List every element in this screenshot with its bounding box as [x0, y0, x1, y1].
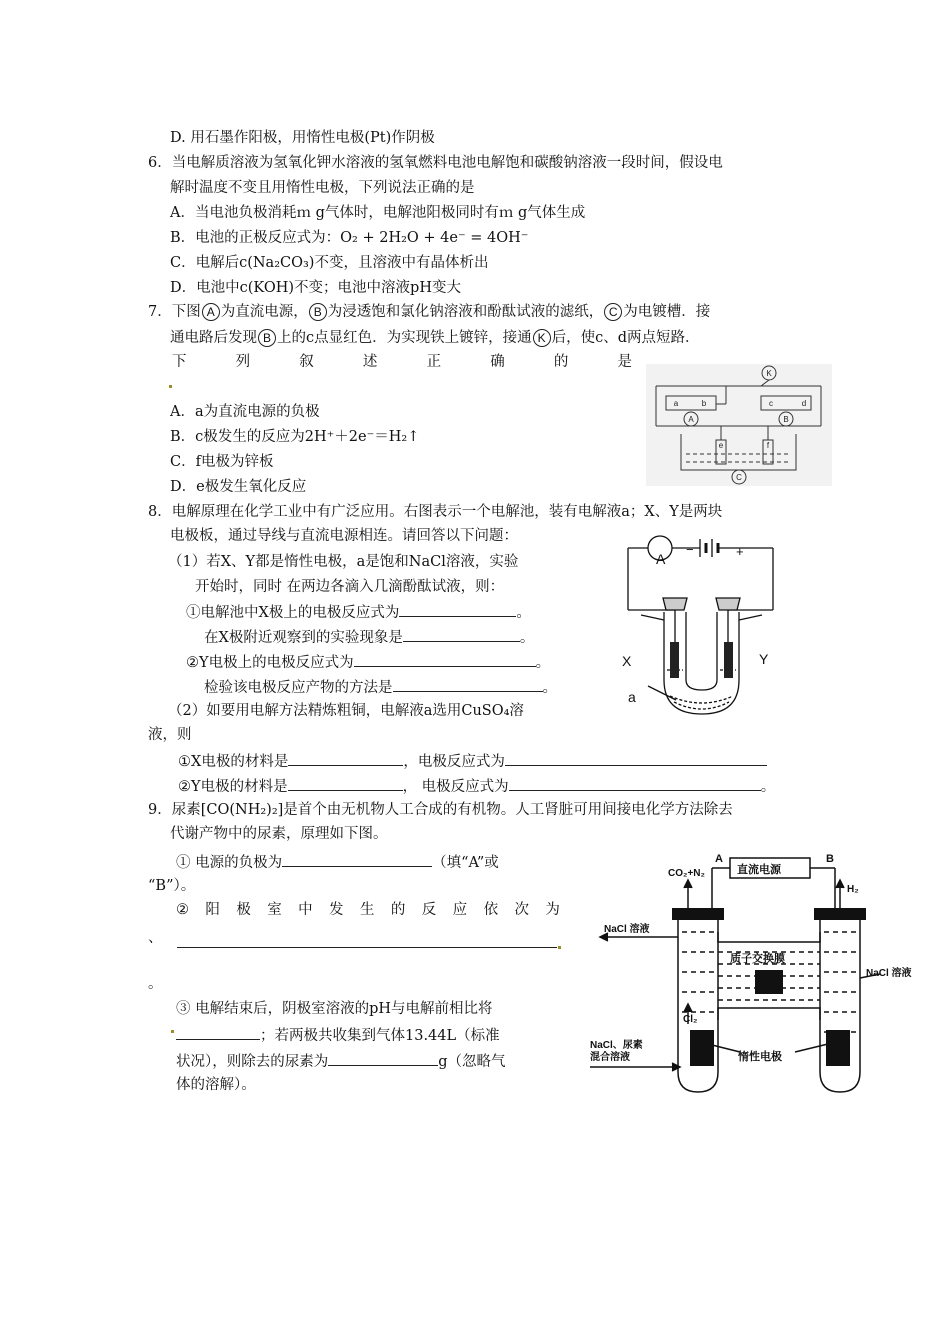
answer-blank[interactable]	[328, 1050, 438, 1066]
circle-a-symbol: A	[202, 303, 220, 321]
fig7-k-label: K	[766, 369, 772, 378]
answer-blank[interactable]	[176, 1024, 260, 1040]
speck	[169, 385, 172, 388]
q9-sub3-line2: ；若两极共收集到气体13.44L（标准	[176, 1024, 500, 1046]
fig8-ammeter-label: A	[656, 551, 666, 567]
fig8-a-label: a	[628, 689, 636, 705]
answer-blank[interactable]	[509, 775, 761, 791]
answer-blank[interactable]	[177, 932, 557, 948]
q9-sub2-line3: 。	[148, 976, 163, 992]
answer-blank[interactable]	[288, 775, 403, 791]
q7-option-b: B．c极发生的反应为2H⁺＋2e⁻＝H₂↑	[170, 429, 420, 445]
fig8-minus-label: −	[686, 542, 694, 557]
q8-part1-q2: 在X极附近观察到的实验现象是 。	[204, 626, 534, 648]
q8-part2-line2: 液，则	[148, 727, 192, 743]
fig9-power-label: 直流电源	[737, 864, 781, 876]
fig9-co2n2-label: CO₂+N₂	[668, 868, 705, 879]
q8-part1-q3: ②Y电极上的电极反应式为 。	[186, 651, 550, 673]
fig9-cl2-label: Cl₂	[683, 1014, 698, 1025]
fig7-B-label: B	[783, 415, 789, 424]
answer-blank[interactable]	[403, 626, 520, 642]
q7-option-c: C．f电极为锌板	[170, 454, 274, 470]
q7-stem-line2: 通电路后发现 B 上的c点显红色．为实现铁上镀锌，接通 K 后，使c、d两点短路．	[170, 330, 700, 346]
speck	[558, 946, 561, 949]
q6-option-a: A．当电池负极消耗ｍ g气体时，电解池阳极同时有ｍ g气体生成	[170, 205, 586, 221]
q9-sub3-line4: 体的溶解）。	[176, 1077, 256, 1093]
q7-circuit-diagram	[646, 364, 832, 486]
fig7-e-label: e	[718, 441, 724, 450]
fig7-A-label: A	[688, 415, 694, 424]
q9-stem-line2: 代谢产物中的尿素，原理如下图。	[170, 826, 388, 842]
answer-blank[interactable]	[505, 750, 767, 766]
q7-stem-line1: 7．下图 A 为直流电源， B 为浸透饱和氯化钠溶液和酚酞试液的滤纸， C 为电镀槽．接	[148, 304, 711, 320]
q8-part2-q1: ①X电极的材料是 ，电极反应式为	[178, 750, 767, 772]
fig7-a-label: a	[673, 399, 679, 408]
q7-option-d: D．e极发生氧化反应	[170, 479, 307, 495]
fig8-x-label: X	[622, 653, 632, 669]
q9-sub1-line2: “B”）。	[148, 878, 196, 894]
answer-blank[interactable]	[282, 851, 432, 867]
q8-stem-line1: 8．电解原理在化学工业中有广泛应用。右图表示一个电解池，装有电解液a；X、Y是两块	[148, 504, 723, 520]
q6-option-c: C．电解后c(Na₂CO₃)不变，且溶液中有晶体析出	[170, 255, 489, 271]
q9-sub2-line2: 、	[148, 930, 163, 946]
q9-sub3-line1: ③ 电解结束后，阴极室溶液的pH与电解前相比将	[176, 1001, 493, 1017]
q9-stem-line1: 9．尿素[CO(NH₂)₂]是首个由无机物人工合成的有机物。人工肾脏可用间接电化学方法除去	[148, 802, 733, 818]
fig9-a-label: A	[715, 853, 723, 865]
fig7-c-label: c	[769, 399, 773, 408]
fig9-nacl-left-label: NaCl 溶液	[604, 924, 650, 935]
circle-b-symbol: B	[258, 329, 276, 347]
fig9-membrane-label: 质子交换膜	[730, 953, 785, 965]
q6-option-d: D．电池中c(KOH)不变；电池中溶液pH变大	[170, 280, 461, 296]
speck	[171, 1030, 174, 1033]
q7-stem-line3: 下 列 叙 述 正 确 的 是	[172, 354, 632, 370]
circle-b-symbol: B	[309, 303, 327, 321]
fig9-nacl-right-label: NaCl 溶液	[866, 968, 912, 979]
fig9-mix1-label: NaCl、尿素	[590, 1040, 643, 1051]
fig8-y-label: Y	[759, 651, 769, 667]
q8-stem-line2: 电极板，通过导线与直流电源相连。请回答以下问题：	[170, 528, 518, 544]
q9-artificial-kidney-diagram	[590, 852, 925, 1102]
answer-blank[interactable]	[354, 651, 536, 667]
answer-blank[interactable]	[288, 750, 403, 766]
q8-part1-line1: （1）若X、Y都是惰性电极，a是饱和NaCl溶液，实验	[168, 554, 519, 570]
q5-option-d: D. 用石墨作阳极，用惰性电极(Pt)作阴极	[170, 130, 435, 146]
q6-option-b: B．电池的正极反应式为：O₂ + 2H₂O + 4e⁻ = 4OH⁻	[170, 230, 529, 246]
q8-part1-q1: ①电解池中X极上的电极反应式为 。	[186, 601, 531, 623]
fig7-C-label: C	[736, 473, 742, 482]
q8-part2-line1: （2）如要用电解方法精炼粗铜，电解液a选用CuSO₄溶	[168, 703, 524, 719]
q6-stem-line1: 6．当电解质溶液为氢氧化钾水溶液的氢氧燃料电池电解饱和碳酸钠溶液一段时间，假设电	[148, 155, 723, 171]
q9-sub2-line1: ② 阳 极 室 中 发 生 的 反 应 依 次 为	[176, 902, 560, 918]
fig7-f-label: f	[766, 441, 770, 450]
circle-k-symbol: K	[533, 329, 551, 347]
q8-part1-q4: 检验该电极反应产物的方法是 。	[204, 676, 557, 698]
q8-part1-line2: 开始时，同时 在两边各滴入几滴酚酞试液，则：	[195, 579, 505, 595]
fig7-b-label: b	[701, 399, 707, 408]
fig9-b-label: B	[826, 853, 834, 865]
fig8-plus-label: +	[736, 544, 744, 559]
q8-electrolysis-diagram	[618, 530, 788, 720]
circle-c-symbol: C	[604, 303, 622, 321]
q6-stem-line2: 解时温度不变且用惰性电极，下列说法正确的是	[170, 180, 475, 196]
q8-part2-q2: ②Y电极的材料是 ， 电极反应式为 。	[178, 775, 775, 797]
q7-option-a: A．a为直流电源的负极	[170, 404, 320, 420]
answer-blank[interactable]	[393, 676, 543, 692]
q9-sub3-line3: 状况），则除去的尿素为 g（忽略气	[176, 1050, 506, 1072]
fig7-d-label: d	[801, 399, 807, 408]
fig9-h2-label: H₂	[847, 884, 859, 895]
q9-sub1-line1: ① 电源的负极为 （填“A”或	[176, 851, 499, 873]
fig9-electrode-label: 惰性电极	[738, 1051, 782, 1063]
answer-blank[interactable]	[399, 601, 516, 617]
fig9-mix2-label: 混合溶液	[590, 1052, 630, 1063]
